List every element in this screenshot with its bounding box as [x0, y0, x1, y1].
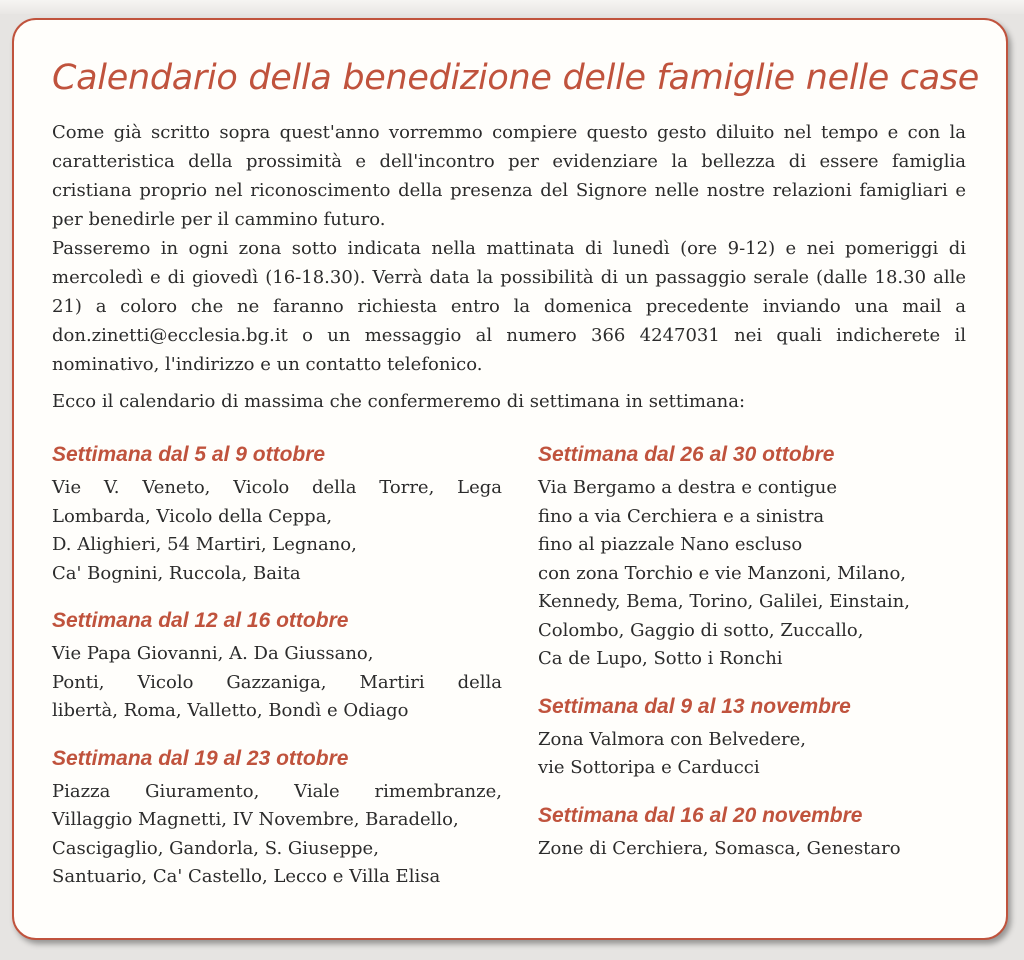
week-block [538, 692, 966, 783]
street-line: con zona Torchio e vie Manzoni, Milano, [538, 562, 907, 584]
week-title: Settimana dal 5 al 9 ottobre [52, 443, 326, 466]
street-line: Vie V. Veneto, Vicolo della Torre, Lega [52, 477, 502, 498]
street-line: Ca de Lupo, Sotto i Ronchi [538, 648, 783, 669]
week-title: Settimana dal 9 al 13 novembre [538, 694, 851, 718]
week-block [52, 744, 502, 892]
intro-paragraph: Passeremo in ogni zona sotto indicata nella mattinata di lunedì (ore 9-12) e nei pomeriggi di mercoledì e di giovedì (16-18.30). Verrà data la possibilità di un passaggio serale (dalle 18.30 alle 21) a coloro che ne faranno richiesta entro la domenica precedente inviando una mail a don.zinetti@ecclesia.bg.it o un messaggio al numero 366 4247031 nei quali indicherete il nominativo, l'indirizzo e un contatto telefonico. [52, 238, 966, 375]
weeks-left-column [52, 440, 502, 910]
week-streets [538, 835, 966, 864]
street-line: Colombo, Gaggio di sotto, Zuccallo, [538, 619, 864, 641]
street-line: Kennedy, Bema, Torino, Galilei, Einstain, [538, 591, 910, 612]
street-line: Vie Papa Giovanni, A. Da Giussano, [52, 643, 374, 664]
week-title: Settimana dal 26 al 30 ottobre [538, 443, 835, 466]
street-line: vie Sottoripa e Carducci [538, 757, 760, 778]
street-line: Zone di Cerchiera, Somasca, Genestaro [538, 837, 901, 859]
week-block [52, 606, 502, 726]
week-title: Settimana dal 12 al 16 ottobre [52, 609, 349, 632]
street-line: Villaggio Magnetti, IV Novembre, Baradello, [52, 809, 459, 830]
week-streets [52, 640, 502, 726]
street-line: Piazza Giuramento, Viale rimembranze, [52, 780, 502, 802]
week-title: Settimana dal 16 al 20 novembre [538, 803, 863, 827]
intro-text [52, 118, 966, 416]
week-block [538, 801, 966, 864]
week-block [538, 440, 966, 674]
street-line: fino a via Cerchiera e a sinistra [538, 505, 825, 527]
page-title: Calendario della benedizione delle famiglie nelle case [52, 58, 980, 98]
street-line: Cascigaglio, Gandorla, S. Giuseppe, [52, 837, 379, 859]
week-streets [52, 778, 502, 892]
street-line: libertà, Roma, Valletto, Bondì e Odiago [52, 700, 409, 721]
week-title: Settimana dal 19 al 23 ottobre [52, 746, 349, 770]
page-top-edge [0, 0, 1024, 14]
week-block [52, 440, 502, 588]
street-line: fino al piazzale Nano escluso [538, 534, 803, 555]
street-line: Lombarda, Vicolo della Ceppa, [52, 505, 333, 527]
week-streets [52, 474, 502, 588]
street-line: Zona Valmora con Belvedere, [538, 728, 807, 750]
weeks-columns [52, 440, 966, 910]
weeks-right-column [538, 440, 966, 910]
street-line: Santuario, Ca' Castello, Lecco e Villa Elisa [52, 866, 441, 887]
intro-paragraph: Come già scritto sopra quest'anno vorremmo compiere questo gesto diluito nel tempo e con la caratteristica della prossimità e dell'incontro per evidenziare la bellezza di essere famiglia cristiana proprio nel riconoscimento della presenza del Signore nelle nostre relazioni famigliari e per benedirle per il cammino futuro. [52, 122, 966, 230]
street-line: Ponti, Vicolo Gazzaniga, Martiri della [52, 671, 502, 693]
week-streets [538, 726, 966, 783]
street-line: Via Bergamo a destra e contigue [538, 477, 838, 498]
street-line: Ca' Bognini, Ruccola, Baita [52, 562, 301, 584]
street-line: D. Alighieri, 54 Martiri, Legnano, [52, 534, 357, 555]
calendar-box [12, 18, 1008, 940]
intro-lead: Ecco il calendario di massima che confermeremo di settimana in settimana: [52, 391, 746, 412]
week-streets [538, 474, 966, 674]
